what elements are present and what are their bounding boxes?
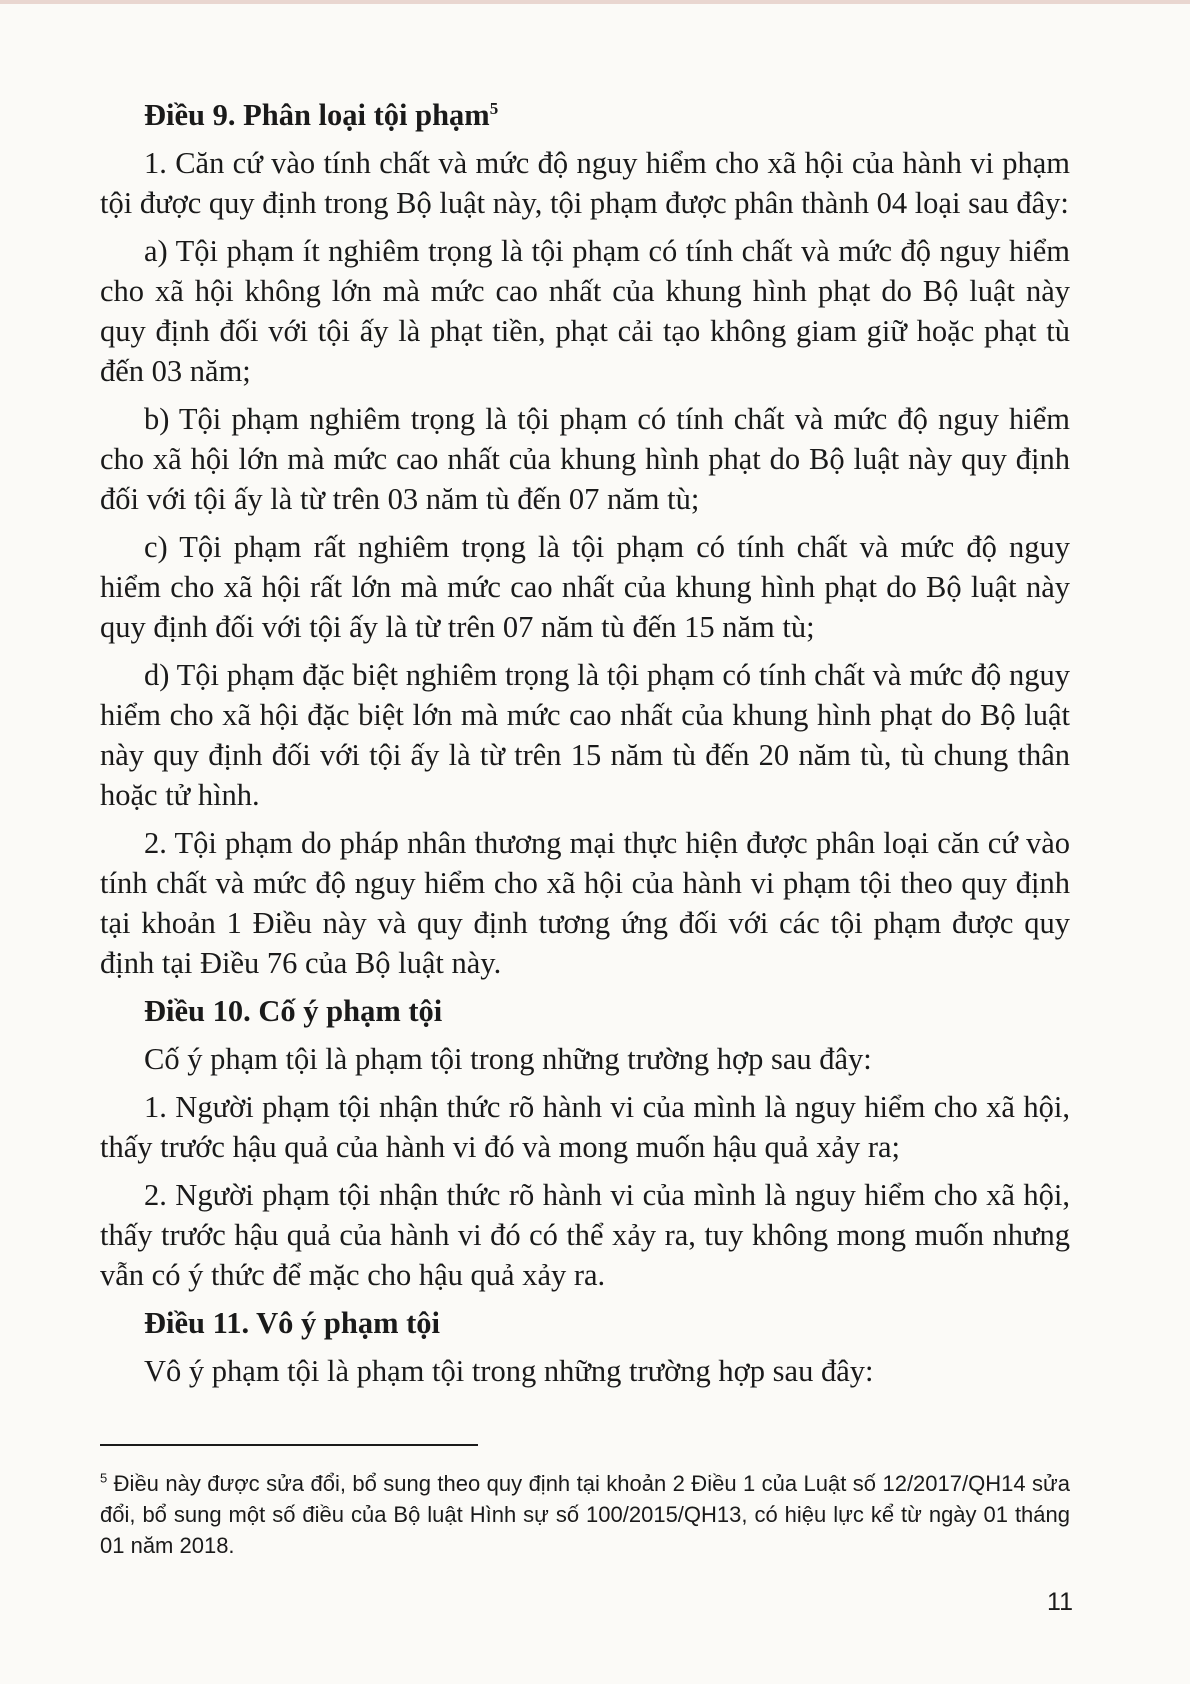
article-9-clause-1: 1. Căn cứ vào tính chất và mức độ nguy hiểm cho xã hội của hành vi phạm tội được quy định trong Bộ luật này, tội phạm được phân thành 04 loại sau đây: — [100, 146, 1070, 220]
article-9-point-d: d) Tội phạm đặc biệt nghiêm trọng là tội phạm có tính chất và mức độ nguy hiểm cho xã hội đặc biệt lớn mà mức cao nhất của khung hình phạt do Bộ luật này quy định đối với tội ấy là từ trên 15 năm tù đến 20 năm tù, tù chung thân hoặc tử hình. — [100, 658, 1070, 812]
article-10-clause-1: 1. Người phạm tội nhận thức rõ hành vi của mình là nguy hiểm cho xã hội, thấy trước hậu quả của hành vi đó và mong muốn hậu quả xảy ra; — [100, 1090, 1070, 1164]
footnote-reference[interactable]: 5 — [489, 98, 499, 118]
article-9-point-b: b) Tội phạm nghiêm trọng là tội phạm có tính chất và mức độ nguy hiểm cho xã hội lớn mà mức cao nhất của khung hình phạt do Bộ luật này quy định đối với tội ấy là từ trên 03 năm tù đến 07 năm tù; — [100, 402, 1070, 516]
page-body — [100, 95, 1070, 1399]
article-11-intro: Vô ý phạm tội là phạm tội trong những trường hợp sau đây: — [144, 1354, 874, 1388]
page-number: 11 — [1047, 1588, 1073, 1616]
article-10-clause-2: 2. Người phạm tội nhận thức rõ hành vi của mình là nguy hiểm cho xã hội, thấy trước hậu quả của hành vi đó có thể xảy ra, tuy không mong muốn nhưng vẫn có ý thức để mặc cho hậu quả xảy ra. — [100, 1178, 1070, 1292]
article-11-heading: Điều 11. Vô ý phạm tội — [144, 1306, 441, 1340]
footnote — [100, 1468, 1070, 1561]
article-9-point-c: c) Tội phạm rất nghiêm trọng là tội phạm có tính chất và mức độ nguy hiểm cho xã hội rất lớn mà mức cao nhất của khung hình phạt do Bộ luật này quy định đối với tội ấy là từ trên 07 năm tù đến 15 năm tù; — [100, 530, 1070, 644]
article-9-heading: Điều 9. Phân loại tội phạm$^5$ — [144, 98, 499, 132]
footnote-separator — [100, 1444, 478, 1446]
footnote-text: Điều này được sửa đổi, bổ sung theo quy định tại khoản 2 Điều 1 của Luật số 12/2017/QH14 sửa đổi, bổ sung một số điều của Bộ luật Hình sự số 100/2015/QH13, có hiệu lực kể từ ngày 01 tháng 01 năm 2018. — [100, 1471, 1070, 1558]
footnote-marker: 5 — [100, 1470, 108, 1486]
page-edge-strip — [0, 0, 1190, 4]
article-10-heading: Điều 10. Cố ý phạm tội — [144, 994, 443, 1028]
article-9-point-a: a) Tội phạm ít nghiêm trọng là tội phạm có tính chất và mức độ nguy hiểm cho xã hội không lớn mà mức cao nhất của khung hình phạt do Bộ luật này quy định đối với tội ấy là phạt tiền, phạt cải tạo không giam giữ hoặc phạt tù đến 03 năm; — [100, 234, 1070, 388]
article-10-intro: Cố ý phạm tội là phạm tội trong những trường hợp sau đây: — [144, 1042, 872, 1076]
article-9-clause-2: 2. Tội phạm do pháp nhân thương mại thực hiện được phân loại căn cứ vào tính chất và mức độ nguy hiểm cho xã hội của hành vi phạm tội theo quy định tại khoản 1 Điều này và quy định tương ứng đối với các tội phạm được quy định tại Điều 76 của Bộ luật này. — [100, 826, 1070, 980]
